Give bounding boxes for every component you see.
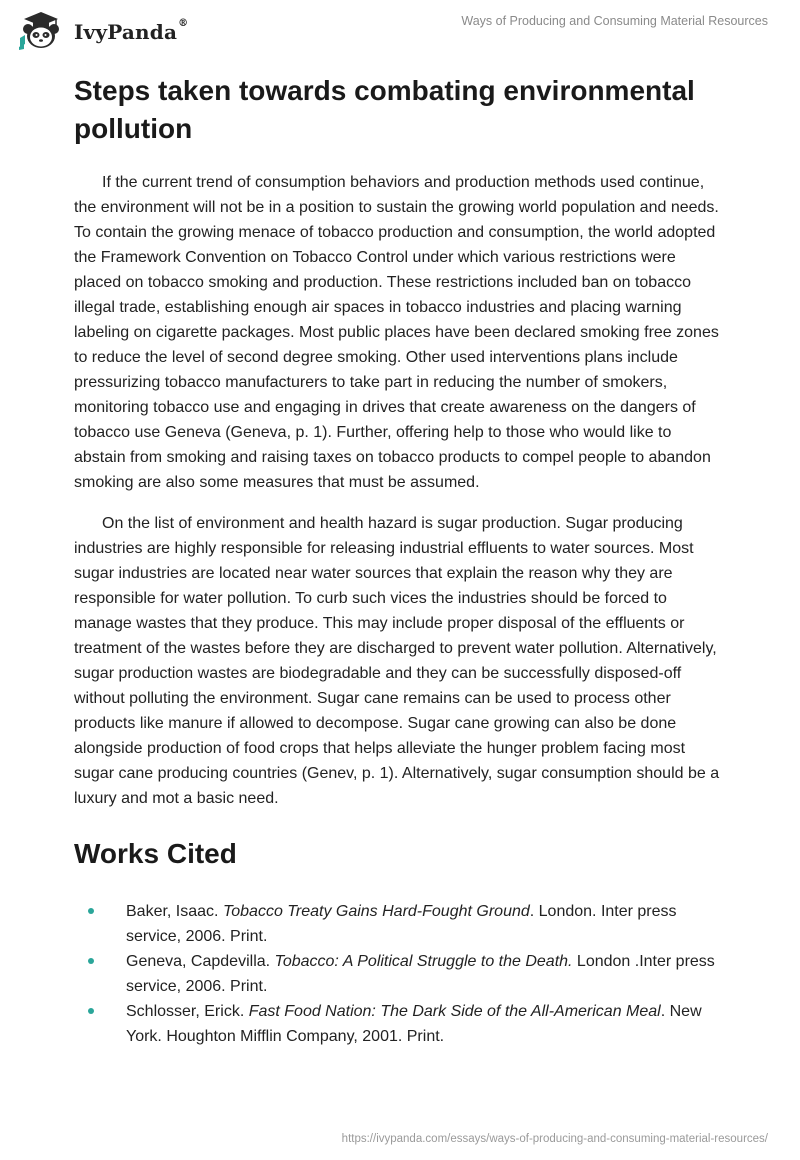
brand-name[interactable] bbox=[74, 20, 188, 44]
citation-title: Fast Food Nation: The Dark Side of the All-American Meal bbox=[248, 1003, 661, 1020]
source-url-link[interactable]: https://ivypanda.com/essays/ways-of-producing-and-consuming-material-resources/ bbox=[341, 1133, 768, 1145]
citation-item bbox=[74, 999, 724, 1049]
section-heading: Steps taken towards combating environmental pollution bbox=[74, 75, 695, 144]
citation-details: London .Inter press service, 2006. Print. bbox=[126, 953, 715, 995]
paragraph: If the current trend of consumption behaviors and production methods used continue, the environment will not be in a position to sustain the growing world population and needs. To contain the growing menace of tobacco production and consumption, the world adopted the Framework Convention on Tobacco Control under which various restrictions were placed on tobacco smoking and production. These restrictions included ban on tobacco illegal trade, establishing enough air spaces in tobacco industries and placing warning labeling on cigarette packages. Most public places have been declared smoking free zones to reduce the level of second degree smoking. Other used interventions plans include pressurizing tobacco manufacturers to take part in reducing the number of smokers, monitoring tobacco use and engaging in drives that create awareness on the dangers of tobacco use Geneva (Geneva, p. 1). Further, offering help to those who would like to abstain from smoking and raising taxes on tobacco products to compel people to abandon smoking are also some measures that must be assumed. bbox=[74, 174, 719, 491]
citation-author: Baker, Isaac. bbox=[126, 903, 223, 920]
bullet-icon bbox=[88, 908, 94, 914]
brand-text: IvyPanda bbox=[74, 20, 178, 44]
paragraph: On the list of environment and health hazard is sugar production. Sugar producing industries are highly responsible for releasing industrial effluents to water sources. Most sugar industries are located near water sources that explain the reason why they are responsible for water pollution. To curb such vices the industries should be forced to manage wastes that they produce. This may include proper disposal of the effluents or treatment of the wastes before they are discharged to prevent water pollution. Alternatively, sugar production wastes are biodegradable and they can be successfully disposed-off without polluting the environment. Sugar cane remains can be used to process other products like manure if allowed to decompose. Sugar cane growing can also be done alongside production of food crops that helps alleviate the hunger problem facing most sugar cane producing countries (Genev, p. 1). Alternatively, sugar consumption should be a luxury and mot a basic need. bbox=[74, 515, 720, 807]
citation-item bbox=[74, 949, 724, 999]
citation-details: . London. Inter press service, 2006. Print. bbox=[126, 903, 677, 945]
citation-title: Tobacco Treaty Gains Hard-Fought Ground bbox=[222, 903, 530, 920]
citation-item bbox=[74, 899, 724, 949]
citation-title: Tobacco: A Political Struggle to the Death. bbox=[274, 953, 573, 970]
citation-author: Geneva, Capdevilla. bbox=[126, 953, 275, 970]
bullet-icon bbox=[88, 958, 94, 964]
document-title: Ways of Producing and Consuming Material Resources bbox=[461, 14, 768, 28]
panda-graduate-logo-icon[interactable] bbox=[16, 10, 66, 50]
works-cited-heading: Works Cited bbox=[74, 838, 237, 869]
bullet-icon bbox=[88, 1008, 94, 1014]
citation-author: Schlosser, Erick. bbox=[126, 1003, 249, 1020]
registered-mark: ® bbox=[178, 18, 189, 29]
page-header bbox=[0, 0, 800, 60]
works-cited-list bbox=[74, 899, 724, 1049]
citation-details: . New York. Houghton Mifflin Company, 2001. Print. bbox=[126, 1003, 702, 1045]
article-content bbox=[74, 72, 724, 1049]
